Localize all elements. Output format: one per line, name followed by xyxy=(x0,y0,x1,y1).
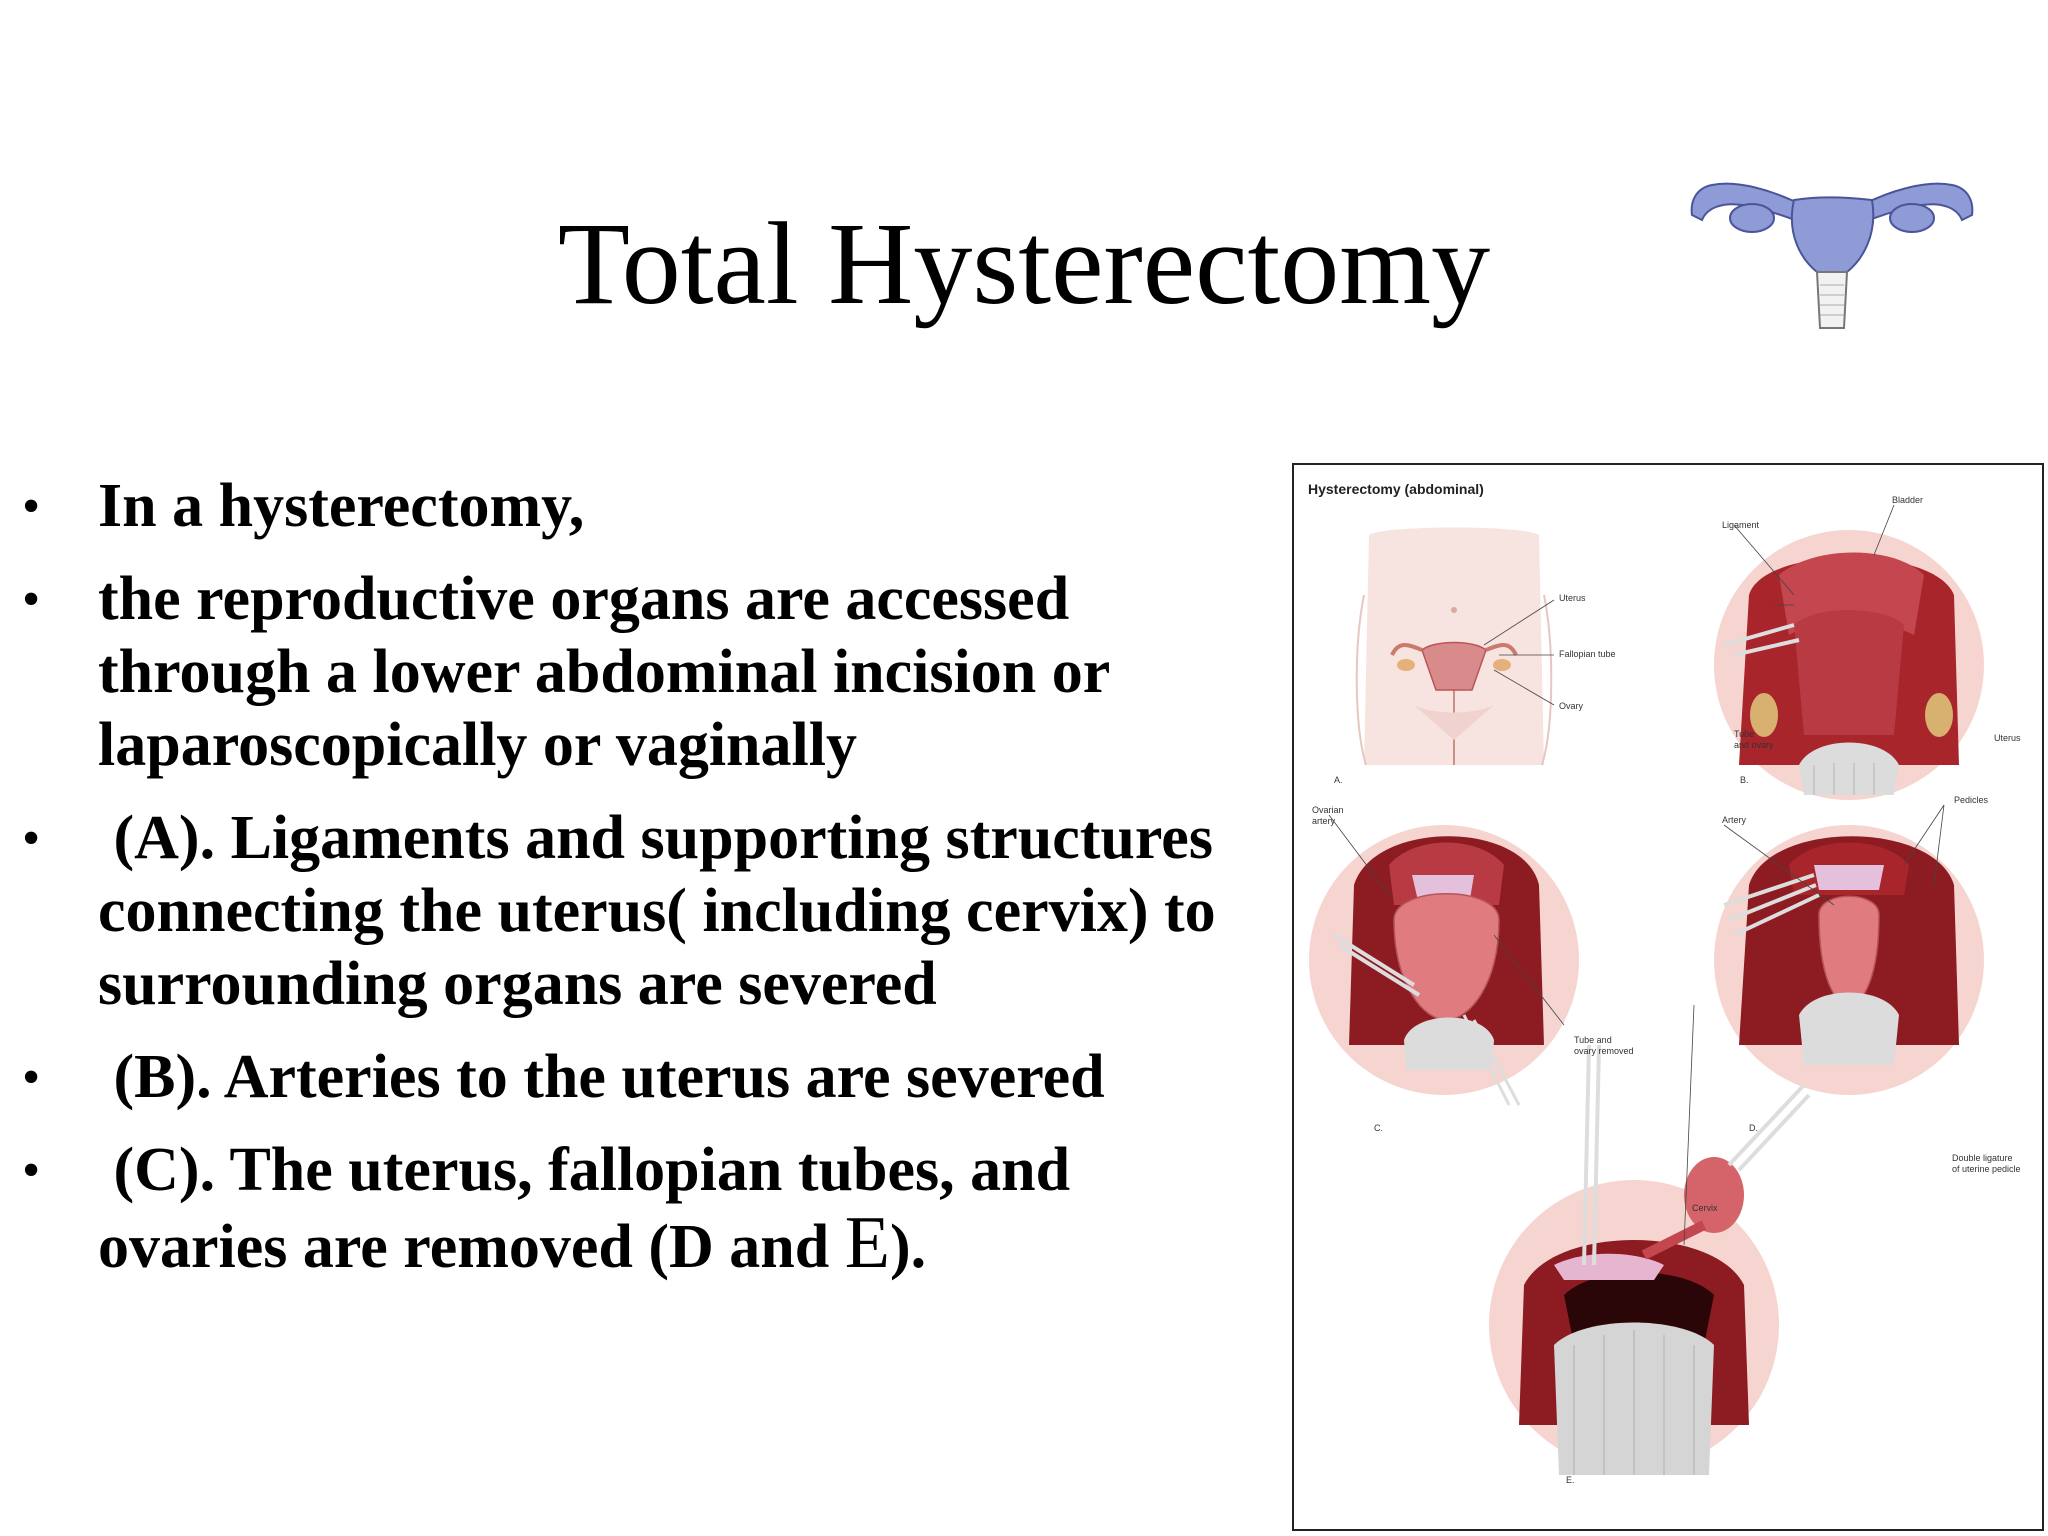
bullet-dot: • xyxy=(22,1049,41,1106)
label-panel-c: C. xyxy=(1374,1123,1383,1133)
bullet-text: (B). Arteries to the uterus are severed xyxy=(98,1043,1105,1111)
label-panel-a: A. xyxy=(1334,775,1343,785)
bullet-dot: • xyxy=(22,1142,41,1199)
panel-e-illustration xyxy=(1489,1005,1809,1475)
label-artery: Artery xyxy=(1722,815,1747,825)
panel-b-illustration xyxy=(1714,505,1984,800)
label-cervix: Cervix xyxy=(1692,1203,1718,1213)
slide-title: Total Hysterectomy xyxy=(557,198,1491,329)
panel-c-illustration xyxy=(1309,815,1579,1105)
label-fallopian-tube: Fallopian tube xyxy=(1559,649,1616,659)
bullet-text: In a hysterectomy, xyxy=(98,472,585,540)
hysterectomy-figure xyxy=(1292,463,2044,1531)
panel-d-illustration xyxy=(1714,805,1984,1095)
bullet-item xyxy=(0,563,1260,782)
bullet-dot: • xyxy=(22,571,41,628)
bullet-big-letter: E xyxy=(844,1202,890,1284)
label-ovary: Ovary xyxy=(1559,701,1584,711)
label-tube-ovary-removed: Tube and ovary removed xyxy=(1574,1035,1634,1056)
bullet-text: (A). Ligaments and supporting structures connecting the uterus( including cervix) to surrounding organs are severed xyxy=(98,804,1232,1018)
bullet-text-before: (C). The uterus, fallopian tubes, and ovaries are removed (D and xyxy=(98,1136,1086,1281)
bullet-item xyxy=(0,1134,1260,1284)
bullet-item xyxy=(0,470,1260,543)
label-double-ligature: Double ligature of uterine pedicle xyxy=(1952,1153,2021,1174)
label-bladder: Bladder xyxy=(1892,495,1924,505)
label-uterus-a: Uterus xyxy=(1559,593,1586,603)
label-panel-e: E. xyxy=(1566,1475,1575,1485)
label-pedicles: Pedicles xyxy=(1954,795,1989,805)
bullet-list xyxy=(0,470,1260,1304)
uterus-icon xyxy=(1682,160,1982,330)
panel-a-illustration xyxy=(1357,528,1554,766)
bullet-item xyxy=(0,1041,1260,1114)
label-ligament: Ligament xyxy=(1722,520,1760,530)
bullet-item xyxy=(0,802,1260,1021)
bullet-text: the reproductive organs are accessed through a lower abdominal incision or laparoscopically or vaginally xyxy=(98,565,1110,779)
label-tube-and-ovary: Tube and ovary xyxy=(1734,729,1774,750)
label-panel-b: B. xyxy=(1740,775,1749,785)
label-uterus-b: Uterus xyxy=(1994,733,2021,743)
label-panel-d: D. xyxy=(1749,1123,1758,1133)
figure-caption: Hysterectomy (abdominal) xyxy=(1308,481,1484,497)
bullet-dot: • xyxy=(22,810,41,867)
bullet-dot: • xyxy=(22,478,41,535)
bullet-text-after: ). xyxy=(889,1213,927,1281)
label-ovarian-artery: Ovarian artery xyxy=(1312,805,1344,826)
surgical-illustration xyxy=(1294,465,2042,1529)
